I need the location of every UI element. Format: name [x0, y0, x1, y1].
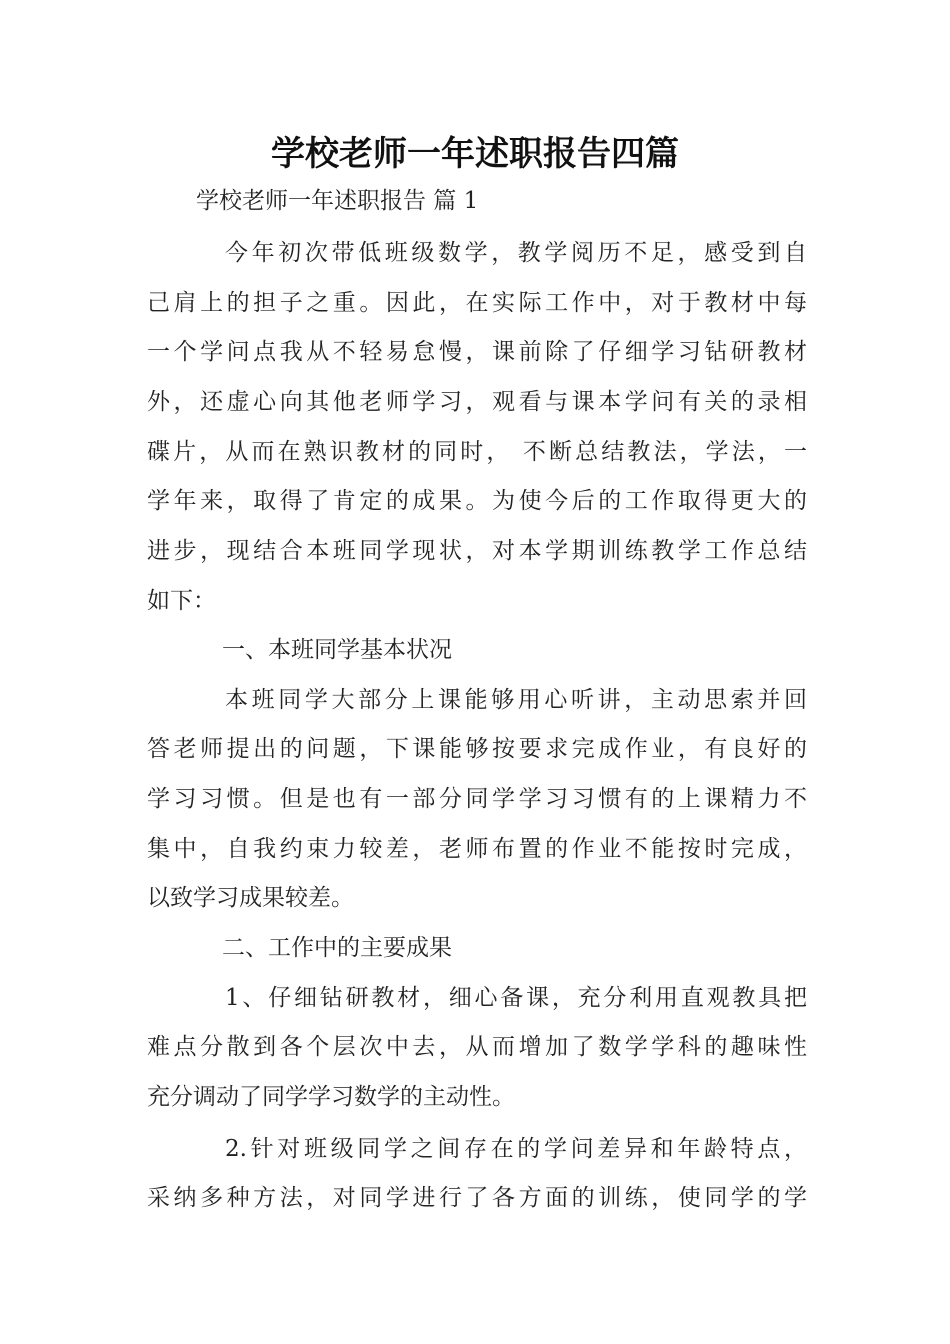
- paragraph-2-line-3: 学习习惯。但是也有一部分同学学习习惯有的上课精力不: [147, 786, 807, 812]
- section-heading-1: 一、本班同学基本状况: [222, 637, 452, 663]
- paragraph-4-line-1: 2.针对班级同学之间存在的学问差异和年龄特点，: [225, 1136, 807, 1162]
- paragraph-1-line-1: 今年初次带低班级数学，教学阅历不足，感受到自: [225, 240, 807, 266]
- paragraph-4-line-2: 采纳多种方法，对同学进行了各方面的训练，使同学的学: [147, 1185, 807, 1211]
- paragraph-2-line-2: 答老师提出的问题，下课能够按要求完成作业，有良好的: [147, 736, 807, 762]
- paragraph-1-line-4: 外，还虚心向其他老师学习，观看与课本学问有关的录相: [147, 389, 807, 415]
- paragraph-1-line-3: 一个学问点我从不轻易怠慢，课前除了仔细学习钻研教材: [147, 339, 807, 365]
- paragraph-1-line-2: 己肩上的担子之重。因此，在实际工作中，对于教材中每: [147, 290, 807, 316]
- section-subtitle: 学校老师一年述职报告 篇 1: [196, 188, 479, 214]
- paragraph-1-line-5: 碟片，从而在熟识教材的同时， 不断总结教法，学法，一: [147, 439, 807, 465]
- section-heading-2: 二、工作中的主要成果: [222, 935, 452, 961]
- paragraph-1-line-6: 学年来，取得了肯定的成果。为使今后的工作取得更大的: [147, 488, 807, 514]
- paragraph-2-line-5: 以致学习成果较差。: [147, 885, 354, 911]
- paragraph-3-line-2: 难点分散到各个层次中去，从而增加了数学学科的趣味性: [147, 1034, 807, 1060]
- paragraph-1-line-7: 进步，现结合本班同学现状，对本学期训练教学工作总结: [147, 538, 807, 564]
- paragraph-3-line-3: 充分调动了同学学习数学的主动性。: [147, 1084, 515, 1110]
- paragraph-1-line-8: 如下：: [147, 588, 216, 614]
- paragraph-2-line-1: 本班同学大部分上课能够用心听讲，主动思索并回: [225, 687, 807, 713]
- paragraph-3-line-1: 1、仔细钻研教材，细心备课，充分利用直观教具把: [225, 985, 807, 1011]
- paragraph-2-line-4: 集中，自我约束力较差，老师布置的作业不能按时完成，: [147, 836, 807, 862]
- document-title: 学校老师一年述职报告四篇: [271, 134, 679, 174]
